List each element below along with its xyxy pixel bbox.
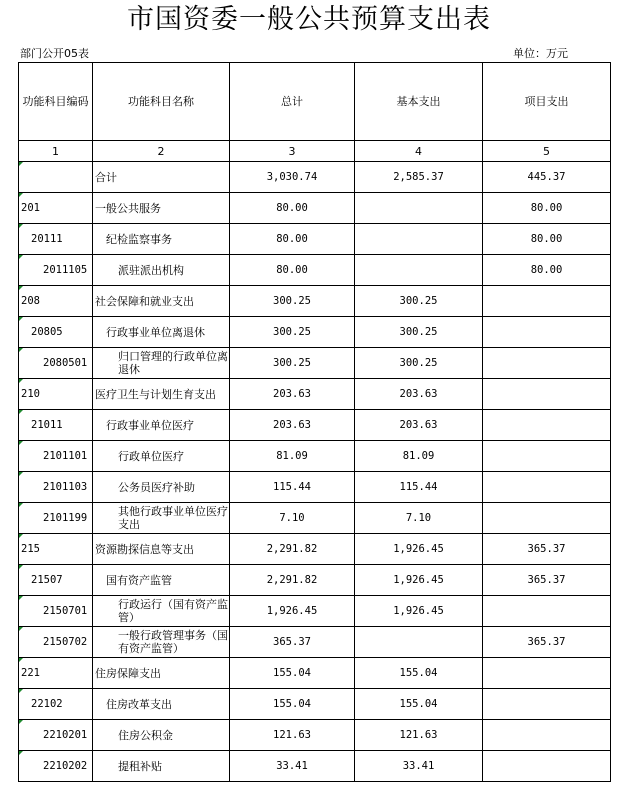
basic-cell	[355, 255, 483, 286]
basic-cell-text: 115.44	[399, 481, 438, 493]
basic-cell	[355, 193, 483, 224]
code-cell	[19, 627, 93, 658]
basic-cell	[355, 441, 483, 472]
code-cell-text: 21011	[31, 419, 63, 431]
total-cell	[230, 441, 355, 472]
cell-marker-icon	[19, 317, 23, 321]
total-cell-text: 80.00	[276, 264, 308, 276]
total-cell	[230, 348, 355, 379]
basic-cell	[355, 596, 483, 627]
basic-cell	[355, 162, 483, 193]
total-cell	[230, 658, 355, 689]
name-cell	[93, 503, 230, 534]
cell-marker-icon	[19, 596, 23, 600]
basic-cell-text: 121.63	[399, 729, 438, 741]
project-cell	[483, 534, 611, 565]
table-row	[19, 224, 611, 255]
basic-cell-text: 1,926.45	[393, 574, 444, 586]
name-cell-text: 住房改革支出	[106, 698, 172, 711]
project-cell	[483, 286, 611, 317]
basic-cell	[355, 627, 483, 658]
name-cell	[93, 596, 230, 627]
name-cell-text: 派驻派出机构	[118, 264, 184, 277]
table-row	[19, 317, 611, 348]
project-cell	[483, 503, 611, 534]
basic-cell-text: 1,926.45	[393, 543, 444, 555]
name-cell-text: 提租补贴	[118, 760, 162, 773]
code-cell	[19, 658, 93, 689]
name-cell	[93, 348, 230, 379]
basic-cell	[355, 472, 483, 503]
cell-marker-icon	[19, 224, 23, 228]
index-cell: 5	[483, 141, 611, 162]
total-cell-text: 81.09	[276, 450, 308, 462]
name-cell-text: 纪检监察事务	[106, 233, 172, 246]
total-cell	[230, 255, 355, 286]
total-cell	[230, 193, 355, 224]
cell-marker-icon	[19, 503, 23, 507]
name-cell	[93, 379, 230, 410]
basic-cell	[355, 534, 483, 565]
total-cell	[230, 410, 355, 441]
total-cell	[230, 534, 355, 565]
cell-marker-icon	[19, 689, 23, 693]
total-cell-text: 203.63	[273, 388, 311, 400]
total-cell	[230, 565, 355, 596]
name-cell-text: 一般行政管理事务（国有资产监管）	[118, 629, 228, 655]
name-cell	[93, 534, 230, 565]
table-row	[19, 627, 611, 658]
project-cell	[483, 255, 611, 286]
total-cell-text: 155.04	[273, 667, 311, 679]
project-cell-text: 365.37	[527, 636, 566, 648]
total-cell	[230, 472, 355, 503]
project-cell	[483, 348, 611, 379]
header-code: 功能科目编码	[19, 63, 93, 141]
basic-cell	[355, 751, 483, 782]
code-cell	[19, 720, 93, 751]
project-cell	[483, 596, 611, 627]
code-cell	[19, 193, 93, 224]
code-cell-text: 2101199	[43, 512, 88, 524]
project-cell	[483, 410, 611, 441]
total-cell-text: 300.25	[273, 357, 311, 369]
code-cell	[19, 534, 93, 565]
name-cell	[93, 441, 230, 472]
index-cell: 3	[230, 141, 355, 162]
table-row	[19, 348, 611, 379]
index-cell: 2	[93, 141, 230, 162]
total-cell	[230, 317, 355, 348]
cell-marker-icon	[19, 565, 23, 569]
name-cell	[93, 751, 230, 782]
total-cell	[230, 503, 355, 534]
cell-marker-icon	[19, 410, 23, 414]
basic-cell	[355, 224, 483, 255]
name-cell-text: 住房公积金	[118, 729, 173, 742]
total-cell-text: 121.63	[273, 729, 311, 741]
project-cell-text: 80.00	[530, 233, 563, 245]
basic-cell-text: 203.63	[399, 419, 438, 431]
table-row	[19, 596, 611, 627]
code-cell	[19, 565, 93, 596]
total-cell	[230, 596, 355, 627]
code-cell	[19, 441, 93, 472]
name-cell-text: 行政运行（国有资产监管）	[118, 598, 228, 624]
table-row	[19, 441, 611, 472]
code-cell-text: 2101101	[43, 450, 88, 462]
basic-cell	[355, 565, 483, 596]
table-row	[19, 193, 611, 224]
project-cell	[483, 162, 611, 193]
basic-cell-text: 203.63	[399, 388, 438, 400]
project-cell	[483, 472, 611, 503]
total-cell-text: 3,030.74	[266, 171, 318, 183]
header-total: 总计	[230, 63, 355, 141]
code-cell	[19, 286, 93, 317]
table-row	[19, 689, 611, 720]
code-cell	[19, 317, 93, 348]
table-row	[19, 286, 611, 317]
name-cell	[93, 193, 230, 224]
code-cell	[19, 410, 93, 441]
index-row	[19, 141, 611, 162]
name-cell	[93, 286, 230, 317]
name-cell-text: 归口管理的行政单位离退休	[118, 350, 228, 376]
total-cell-text: 2,291.82	[266, 543, 318, 555]
table-row	[19, 472, 611, 503]
project-cell	[483, 689, 611, 720]
project-cell-text: 365.37	[527, 543, 566, 555]
name-cell	[93, 658, 230, 689]
cell-marker-icon	[19, 627, 23, 631]
basic-cell-text: 300.25	[399, 295, 438, 307]
code-cell-text: 20805	[31, 326, 63, 338]
code-cell	[19, 503, 93, 534]
code-cell	[19, 751, 93, 782]
code-cell	[19, 348, 93, 379]
cell-marker-icon	[19, 720, 23, 724]
table-row	[19, 720, 611, 751]
page-title: 市国资委一般公共预算支出表	[127, 4, 491, 35]
cell-marker-icon	[19, 162, 23, 166]
total-cell-text: 300.25	[273, 326, 311, 338]
code-cell-text: 20111	[31, 233, 63, 245]
code-cell-text: 2080501	[43, 357, 88, 369]
name-cell-text: 资源勘探信息等支出	[95, 543, 194, 556]
project-cell	[483, 224, 611, 255]
project-cell	[483, 441, 611, 472]
total-cell	[230, 286, 355, 317]
total-cell	[230, 751, 355, 782]
cell-marker-icon	[19, 348, 23, 352]
code-cell	[19, 472, 93, 503]
table-row	[19, 255, 611, 286]
header-row	[19, 63, 611, 141]
name-cell-text: 社会保障和就业支出	[95, 295, 194, 308]
header-name: 功能科目名称	[93, 63, 230, 141]
project-cell	[483, 658, 611, 689]
basic-cell	[355, 348, 483, 379]
project-cell	[483, 720, 611, 751]
name-cell-text: 行政事业单位离退休	[106, 326, 205, 339]
code-cell	[19, 596, 93, 627]
name-cell-text: 一般公共服务	[95, 202, 161, 215]
code-cell-text: 2210202	[43, 760, 88, 772]
name-cell	[93, 410, 230, 441]
name-cell	[93, 472, 230, 503]
cell-marker-icon	[19, 441, 23, 445]
name-cell-text: 住房保障支出	[95, 667, 161, 680]
header-project: 项目支出	[483, 63, 611, 141]
total-cell	[230, 689, 355, 720]
total-cell	[230, 627, 355, 658]
total-cell	[230, 224, 355, 255]
basic-cell-text: 300.25	[399, 326, 438, 338]
project-cell	[483, 193, 611, 224]
total-cell-text: 203.63	[273, 419, 311, 431]
table-row	[19, 162, 611, 193]
name-cell-text: 其他行政事业单位医疗支出	[118, 505, 228, 531]
table-row	[19, 658, 611, 689]
basic-cell	[355, 286, 483, 317]
total-cell	[230, 379, 355, 410]
basic-cell-text: 7.10	[405, 512, 432, 524]
table-row	[19, 534, 611, 565]
basic-cell	[355, 689, 483, 720]
project-cell-text: 80.00	[530, 202, 563, 214]
basic-cell-text: 300.25	[399, 357, 438, 369]
project-cell	[483, 565, 611, 596]
table-row	[19, 410, 611, 441]
total-cell-text: 33.41	[276, 760, 308, 772]
code-cell	[19, 224, 93, 255]
cell-marker-icon	[19, 379, 23, 383]
cell-marker-icon	[19, 751, 23, 755]
name-cell	[93, 224, 230, 255]
code-cell-text: 221	[21, 667, 40, 679]
index-cell: 1	[19, 141, 93, 162]
code-cell-text: 2210201	[43, 729, 88, 741]
cell-marker-icon	[19, 193, 23, 197]
name-cell-text: 行政单位医疗	[118, 450, 184, 463]
cell-marker-icon	[19, 534, 23, 538]
name-cell	[93, 720, 230, 751]
basic-cell-text: 33.41	[402, 760, 435, 772]
header-basic: 基本支出	[355, 63, 483, 141]
basic-cell	[355, 503, 483, 534]
name-cell	[93, 627, 230, 658]
name-cell	[93, 317, 230, 348]
total-cell-text: 1,926.45	[266, 605, 318, 617]
basic-cell-text: 2,585.37	[393, 171, 444, 183]
basic-cell-text: 155.04	[399, 698, 438, 710]
basic-cell-text: 155.04	[399, 667, 438, 679]
cell-marker-icon	[19, 255, 23, 259]
project-cell	[483, 317, 611, 348]
code-cell-text: 2150701	[43, 605, 88, 617]
code-cell-text: 22102	[31, 698, 63, 710]
basic-cell	[355, 379, 483, 410]
basic-cell	[355, 317, 483, 348]
project-cell-text: 445.37	[527, 171, 566, 183]
name-cell	[93, 565, 230, 596]
table-row	[19, 751, 611, 782]
total-cell-text: 155.04	[273, 698, 311, 710]
total-cell-text: 365.37	[273, 636, 311, 648]
name-cell	[93, 689, 230, 720]
cell-marker-icon	[19, 286, 23, 290]
code-cell-text: 210	[21, 388, 40, 400]
unit-label: 单位：万元	[513, 47, 568, 60]
basic-cell	[355, 410, 483, 441]
name-cell-text: 医疗卫生与计划生育支出	[95, 387, 216, 401]
basic-cell	[355, 720, 483, 751]
code-cell-text: 215	[21, 543, 40, 555]
code-cell-text: 2101103	[43, 481, 88, 493]
code-cell-text: 201	[21, 202, 40, 214]
name-cell-text: 国有资产监管	[106, 574, 172, 587]
project-cell-text: 80.00	[530, 264, 563, 276]
code-cell	[19, 689, 93, 720]
code-cell	[19, 379, 93, 410]
basic-cell-text: 1,926.45	[393, 605, 444, 617]
code-cell	[19, 162, 93, 193]
total-cell-text: 80.00	[276, 233, 308, 245]
total-cell-text: 7.10	[279, 512, 305, 524]
table-row	[19, 565, 611, 596]
total-cell-text: 300.25	[273, 295, 311, 307]
code-cell	[19, 255, 93, 286]
name-cell-text: 合计	[95, 171, 117, 184]
project-cell	[483, 627, 611, 658]
name-cell	[93, 255, 230, 286]
code-cell-text: 2011105	[43, 264, 88, 276]
cell-marker-icon	[19, 658, 23, 662]
name-cell	[93, 162, 230, 193]
total-cell-text: 2,291.82	[266, 574, 318, 586]
project-cell	[483, 751, 611, 782]
total-cell	[230, 162, 355, 193]
total-cell	[230, 720, 355, 751]
form-number: 部门公开05表	[20, 47, 89, 60]
project-cell	[483, 379, 611, 410]
project-cell-text: 365.37	[527, 574, 566, 586]
basic-cell	[355, 658, 483, 689]
name-cell-text: 公务员医疗补助	[118, 481, 195, 494]
table-row	[19, 503, 611, 534]
code-cell-text: 21507	[31, 574, 63, 586]
budget-table	[18, 62, 611, 782]
name-cell-text: 行政事业单位医疗	[106, 419, 194, 432]
table-row	[19, 379, 611, 410]
code-cell-text: 2150702	[43, 636, 88, 648]
total-cell-text: 115.44	[273, 481, 311, 493]
code-cell-text: 208	[21, 295, 40, 307]
basic-cell-text: 81.09	[402, 450, 435, 462]
total-cell-text: 80.00	[276, 202, 308, 214]
index-cell: 4	[355, 141, 483, 162]
cell-marker-icon	[19, 472, 23, 476]
